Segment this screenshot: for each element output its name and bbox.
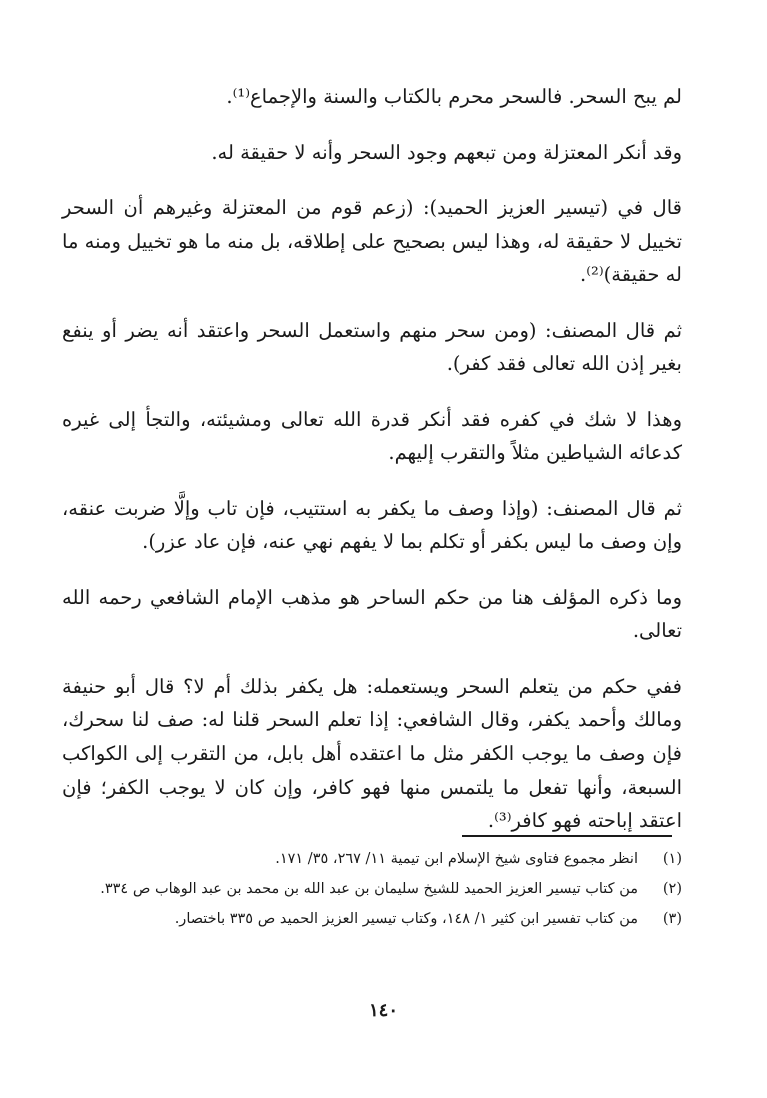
paragraph: وهذا لا شك في كفره فقد أنكر قدرة الله تعالى ومشيئته، والتجأ إلى غيره كدعائه الشياطين مثلاً والتقرب إليهم. [62,407,682,465]
footnotes [62,848,682,938]
paragraph: ففي حكم من يتعلم السحر ويستعمله: هل يكفر بذلك أم لا؟ قال أبو حنيفة ومالك وأحمد يكفر، وقال الشافعي: إذا تعلم السحر قلنا له: صف لنا سحرك، فإن وصف ما يوجب الكفر مثل ما اعتقده أهل بابل، من التقرب إلى الكواكب السبعة، وأنها تفعل ما يلتمس منها فهو كافر، وإن كان لا يوجب الكفر؛ فإن اعتقد إباحته فهو كافر⁽³⁾. [62,674,682,833]
footnote-number: (٢) [662,880,682,897]
footnote-text: من كتاب تيسير العزيز الحميد للشيخ سليمان بن عبد الله بن محمد بن عبد الوهاب ص ٣٣٤. [100,880,638,897]
paragraph: وما ذكره المؤلف هنا من حكم الساحر هو مذهب الإمام الشافعي رحمه الله تعالى. [62,585,682,643]
paragraph: ثم قال المصنف: (ومن سحر منهم واستعمل السحر واعتقد أنه يضر أو ينفع بغير إذن الله تعالى فقد كفر). [62,318,682,376]
paragraph: قال في (تيسير العزيز الحميد): (زعم قوم من المعتزلة وغيرهم أن السحر تخييل لا حقيقة له، وهذا ليس بصحيح على إطلاقه، بل منه ما هو تخييل ومنه ما له حقيقة)⁽²⁾. [62,196,682,287]
footnote [62,908,682,932]
main-text [62,80,682,860]
footnote-number: (٣) [662,910,682,927]
footnote-text: انظر مجموع فتاوى شيخ الإسلام ابن تيمية ١١/ ٢٦٧، ٣٥/ ١٧١. [275,851,638,867]
paragraph: لم يبح السحر. فالسحر محرم بالكتاب والسنة والإجماع⁽¹⁾. [226,85,682,108]
footnote [62,848,682,872]
paragraph: وقد أنكر المعتزلة ومن تبعهم وجود السحر وأنه لا حقيقة له. [211,140,682,164]
footnote-number: (١) [662,851,682,867]
footnote-text: من كتاب تفسير ابن كثير ١/ ١٤٨، وكتاب تيسير العزيز الحميد ص ٣٣٥ باختصار. [174,910,638,927]
footnote-separator [462,835,672,837]
paragraph: ثم قال المصنف: (وإذا وصف ما يكفر به استتيب، فإن تاب وإلَّا ضربت عنقه، وإن وصف ما ليس بكفر أو تكلم بما لا يفهم نهي عنه، فإن عاد عزر). [62,496,682,554]
page-number: ١٤٠ [368,1000,398,1021]
footnote [62,878,682,902]
